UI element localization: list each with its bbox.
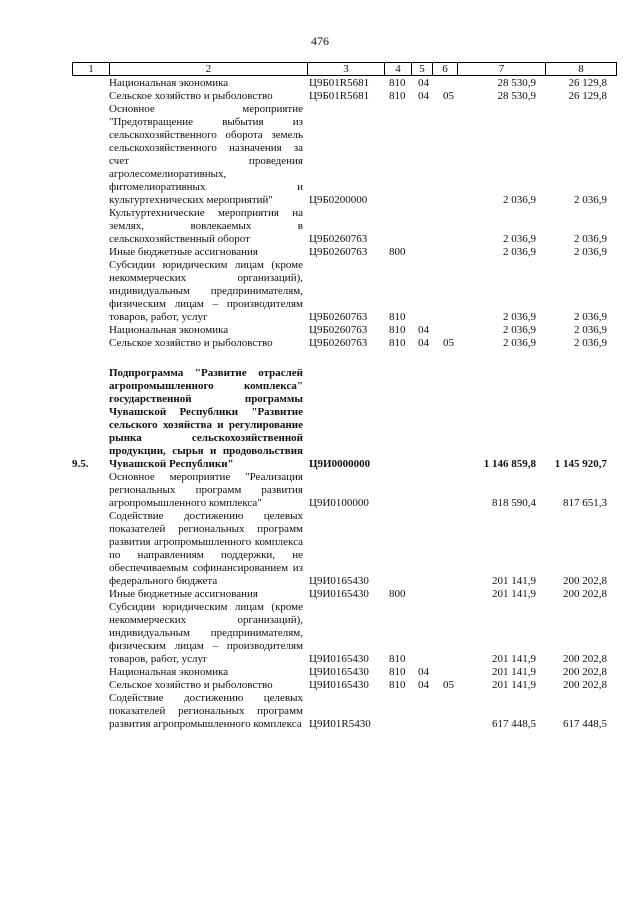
group-code-4: 810 [389,90,406,102]
amount-col-8: 2 036,9 [574,311,607,323]
row-description: Национальная экономика [109,77,229,89]
amount-col-7: 201 141,9 [492,653,536,665]
group-code-4: 810 [389,679,406,691]
table-row [0,588,640,601]
group-code-4: 810 [389,77,406,89]
group-code-4: 810 [389,311,406,323]
amount-col-7: 2 036,9 [503,324,536,336]
amount-col-7: 2 036,9 [503,337,536,349]
group-code-6: 05 [443,337,454,349]
group-code-5: 04 [418,324,429,336]
target-code: Ц9И0165430 [309,588,369,600]
amount-col-8: 2 036,9 [574,337,607,349]
amount-col-8: 2 036,9 [574,324,607,336]
group-code-4: 800 [389,246,406,258]
amount-col-8: 26 129,8 [568,90,607,102]
amount-col-7: 617 448,5 [492,718,536,730]
table-row [0,103,640,207]
amount-col-8: 200 202,8 [563,679,607,691]
target-code: Ц9Б01R5681 [309,90,370,102]
amount-col-8: 26 129,8 [568,77,607,89]
column-header-1: 1 [73,63,110,76]
target-code: Ц9Б0260763 [309,233,368,245]
row-description: Субсидии юридическим лицам (кроме некоммерческих организаций), индивидуальным предпринимателям, физическим лицам – производителям товаров, работ, услуг [109,601,303,665]
column-header-4: 4 [385,63,412,76]
group-code-4: 800 [389,588,406,600]
target-code: Ц9Б0260763 [309,246,368,258]
amount-col-8: 617 448,5 [563,718,607,730]
table-row [0,601,640,666]
row-description: Национальная экономика [109,666,229,678]
target-code: Ц9И0100000 [309,497,369,509]
amount-col-7: 2 036,9 [503,246,536,258]
column-header-7: 7 [458,63,546,76]
row-description: Сельское хозяйство и рыболовство [109,337,273,349]
row-description: Субсидии юридическим лицам (кроме некоммерческих организаций), индивидуальным предпринимателям, физическим лицам – производителям товаров, работ, услуг [109,259,303,323]
column-header-3: 3 [308,63,385,76]
row-description: Культуртехнические мероприятия на землях, вовлекаемых в сельскохозяйственный оборот [109,207,303,245]
amount-col-8: 817 651,3 [563,497,607,509]
row-description: Иные бюджетные ассигнования [109,246,258,258]
column-header-2: 2 [110,63,308,76]
target-code: Ц9Б0200000 [309,194,368,206]
row-description: Подпрограмма "Развитие отраслей агропромышленного комплекса" государственной программы Чувашской Республики "Развитие сельского хозяйства и регулирование рынка сельскохозяйственной продукции, сырья и продовольствия Чувашской Республики" [109,367,303,470]
group-code-4: 810 [389,324,406,336]
amount-col-7: 818 590,4 [492,497,536,509]
amount-col-7: 201 141,9 [492,666,536,678]
group-code-4: 810 [389,666,406,678]
group-code-5: 04 [418,679,429,691]
amount-col-7: 2 036,9 [503,233,536,245]
target-code: Ц9Б0260763 [309,324,368,336]
table-row [0,77,640,90]
group-code-5: 04 [418,666,429,678]
amount-col-8: 200 202,8 [563,666,607,678]
target-code: Ц9И0165430 [309,666,369,678]
target-code: Ц9И0000000 [309,458,371,470]
table-row [0,259,640,324]
target-code: Ц9И0165430 [309,653,369,665]
column-header-6: 6 [433,63,458,76]
table-row [0,337,640,350]
amount-col-8: 200 202,8 [563,653,607,665]
row-description: Содействие достижению целевых показателей региональных программ развития агропромышленного комплекса [109,692,303,730]
amount-col-7: 201 141,9 [492,588,536,600]
page-number: 476 [311,34,329,48]
amount-col-7: 1 146 859,8 [483,458,536,470]
column-header-row [72,62,617,76]
amount-col-7: 201 141,9 [492,679,536,691]
group-code-4: 810 [389,653,406,665]
group-code-4: 810 [389,337,406,349]
row-description: Национальная экономика [109,324,229,336]
row-description: Иные бюджетные ассигнования [109,588,258,600]
target-code: Ц9Б0260763 [309,311,368,323]
amount-col-8: 2 036,9 [574,233,607,245]
target-code: Ц9И01R5430 [309,718,371,730]
group-code-5: 04 [418,90,429,102]
table-row [0,471,640,510]
table-row [0,666,640,679]
amount-col-8: 1 145 920,7 [554,458,607,470]
row-description: Содействие достижению целевых показателей региональных программ развития агропромышленного комплекса по направлениям поддержки, не обеспечиваемым софинансированием из федерального бюджета [109,510,303,587]
group-code-5: 04 [418,77,429,89]
table-row [0,324,640,337]
amount-col-8: 200 202,8 [563,575,607,587]
table-row [0,367,640,471]
amount-col-7: 201 141,9 [492,575,536,587]
amount-col-8: 2 036,9 [574,194,607,206]
target-code: Ц9И0165430 [309,679,369,691]
row-description: Основное мероприятие "Реализация региональных программ развития агропромышленного комплекса" [109,471,303,509]
group-code-6: 05 [443,679,454,691]
target-code: Ц9Б0260763 [309,337,368,349]
table-row [0,90,640,103]
amount-col-8: 2 036,9 [574,246,607,258]
amount-col-7: 2 036,9 [503,311,536,323]
group-code-5: 04 [418,337,429,349]
row-description: Сельское хозяйство и рыболовство [109,90,273,102]
amount-col-7: 2 036,9 [503,194,536,206]
target-code: Ц9Б01R5681 [309,77,370,89]
table-row [0,510,640,588]
table-row [0,692,640,731]
column-header-5: 5 [412,63,433,76]
amount-col-7: 28 530,9 [497,90,536,102]
amount-col-7: 28 530,9 [497,77,536,89]
budget-table-body [0,77,640,731]
row-description: Сельское хозяйство и рыболовство [109,679,273,691]
table-row [0,207,640,246]
amount-col-8: 200 202,8 [563,588,607,600]
row-description: Основное мероприятие "Предотвращение выбытия из сельскохозяйственного оборота земель сельскохозяйственного назначения за счет проведения агролесомелиоративных, фитомелиоративных и культуртехнических мероприятий" [109,103,303,206]
row-number: 9.5. [72,458,89,470]
table-row [0,246,640,259]
group-code-6: 05 [443,90,454,102]
table-row [0,679,640,692]
column-header-8: 8 [546,63,617,76]
target-code: Ц9И0165430 [309,575,369,587]
